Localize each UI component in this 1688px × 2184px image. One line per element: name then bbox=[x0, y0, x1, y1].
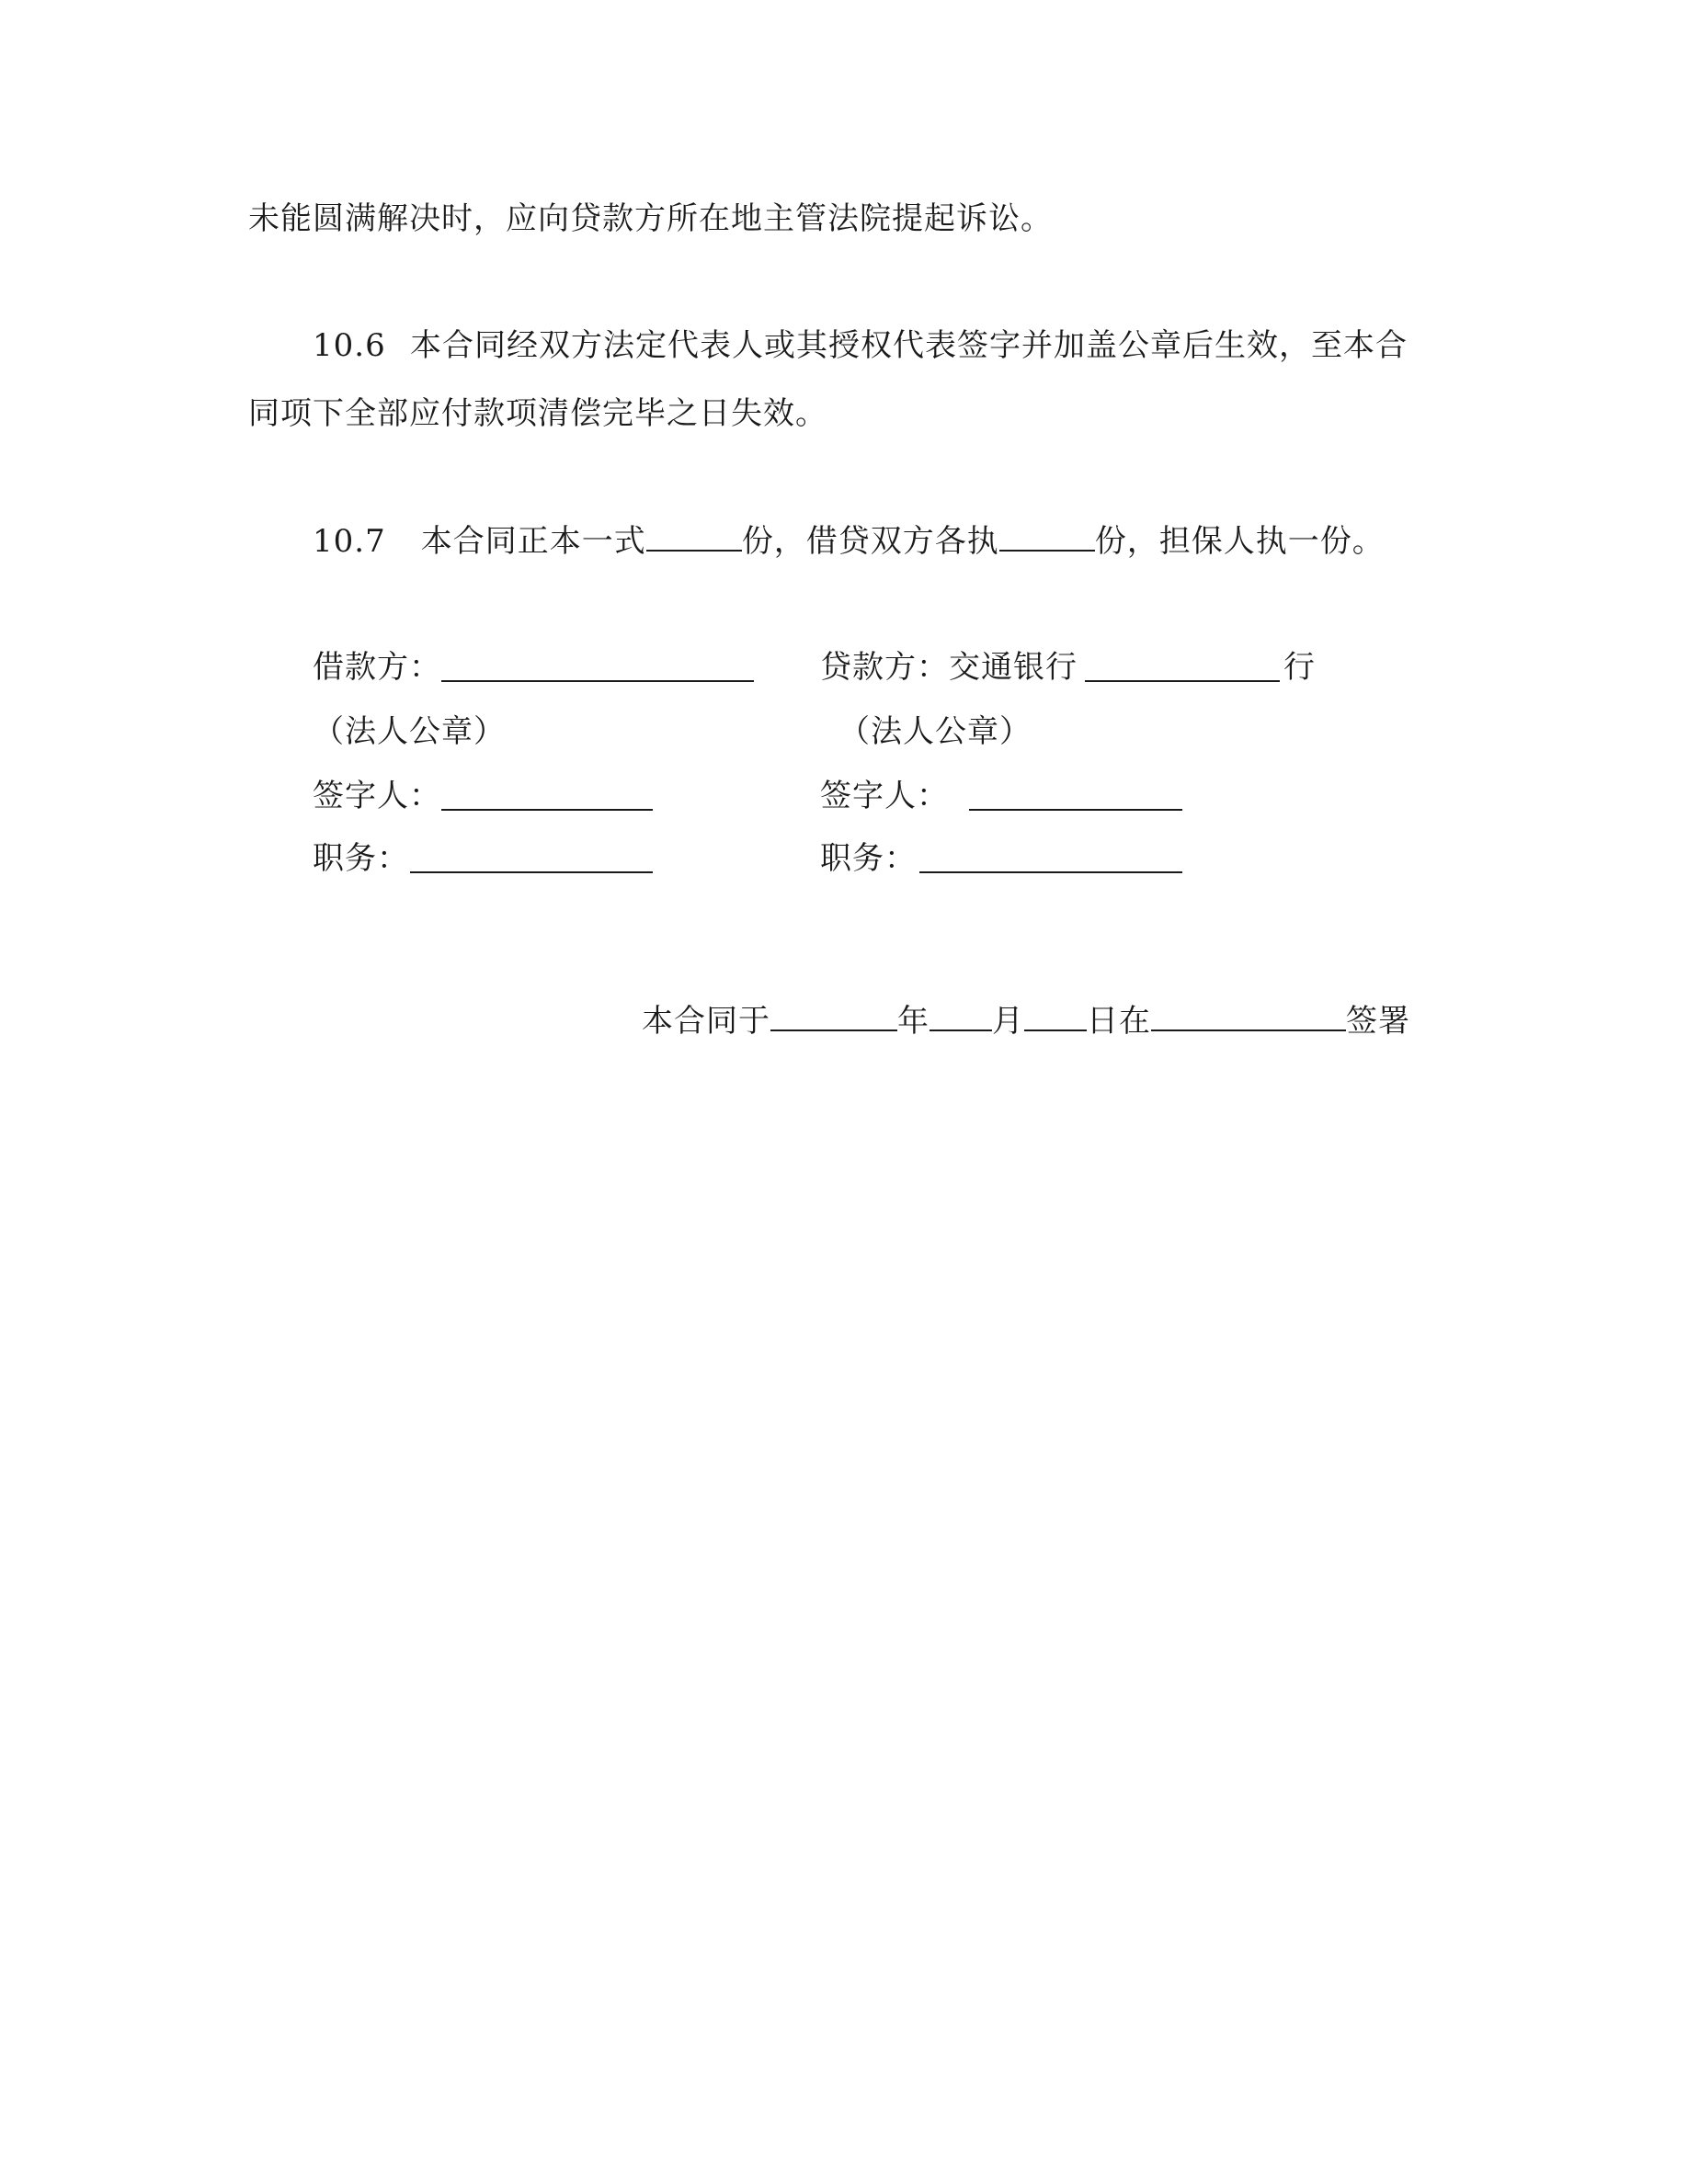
lender-branch-blank[interactable] bbox=[1085, 678, 1280, 682]
borrower-signer-blank[interactable] bbox=[441, 807, 653, 811]
signing-line bbox=[642, 1002, 1410, 1040]
signing-day-at: 日在 bbox=[1087, 1003, 1151, 1040]
clause-10-7-part3: 份，担保人执一份。 bbox=[1094, 523, 1385, 560]
signing-month-blank[interactable] bbox=[930, 1002, 992, 1031]
signing-place-blank[interactable] bbox=[1151, 1002, 1346, 1031]
signing-suffix: 签署 bbox=[1346, 1003, 1410, 1040]
lender-title-blank[interactable] bbox=[919, 870, 1182, 873]
clause-10-7-number: 10.7 bbox=[313, 523, 386, 560]
clause-10-5-tail: 未能圆满解决时，应向贷款方所在地主管法院提起诉讼。 bbox=[248, 200, 1053, 237]
lender-label: 贷款方：交通银行 bbox=[820, 649, 1078, 686]
clause-10-6-line1: 本合同经双方法定代表人或其授权代表签字并加盖公章后生效，至本合 bbox=[410, 327, 1408, 364]
borrower-title-label: 职务： bbox=[313, 840, 409, 877]
lender-signer-blank[interactable] bbox=[969, 807, 1182, 811]
clause-10-7-part2: 份，借贷双方各执 bbox=[741, 523, 999, 560]
borrower-name-blank[interactable] bbox=[441, 678, 754, 682]
borrower-label: 借款方： bbox=[313, 649, 441, 686]
signing-month: 月 bbox=[992, 1003, 1024, 1040]
lender-title-label: 职务： bbox=[820, 840, 917, 877]
signing-year: 年 bbox=[897, 1003, 930, 1040]
clause-10-6-number: 10.6 bbox=[313, 327, 386, 364]
clause-10-7-part1: 本合同正本一式 bbox=[420, 523, 646, 560]
signing-year-blank[interactable] bbox=[770, 1002, 897, 1031]
borrower-seal: （法人公章） bbox=[313, 713, 506, 750]
borrower-title-blank[interactable] bbox=[410, 870, 653, 873]
signing-day-blank[interactable] bbox=[1024, 1002, 1087, 1031]
copies-each-blank[interactable] bbox=[999, 522, 1095, 552]
lender-seal: （法人公章） bbox=[838, 713, 1032, 750]
copies-total-blank[interactable] bbox=[646, 522, 742, 552]
clause-10-7 bbox=[313, 522, 1385, 560]
borrower-signer-label: 签字人： bbox=[313, 778, 441, 814]
lender-signer-label: 签字人： bbox=[820, 778, 949, 814]
clause-10-6-line2: 同项下全部应付款项清偿完毕之日失效。 bbox=[248, 395, 827, 432]
lender-label-suffix: 行 bbox=[1283, 649, 1316, 686]
signing-prefix: 本合同于 bbox=[642, 1003, 770, 1040]
